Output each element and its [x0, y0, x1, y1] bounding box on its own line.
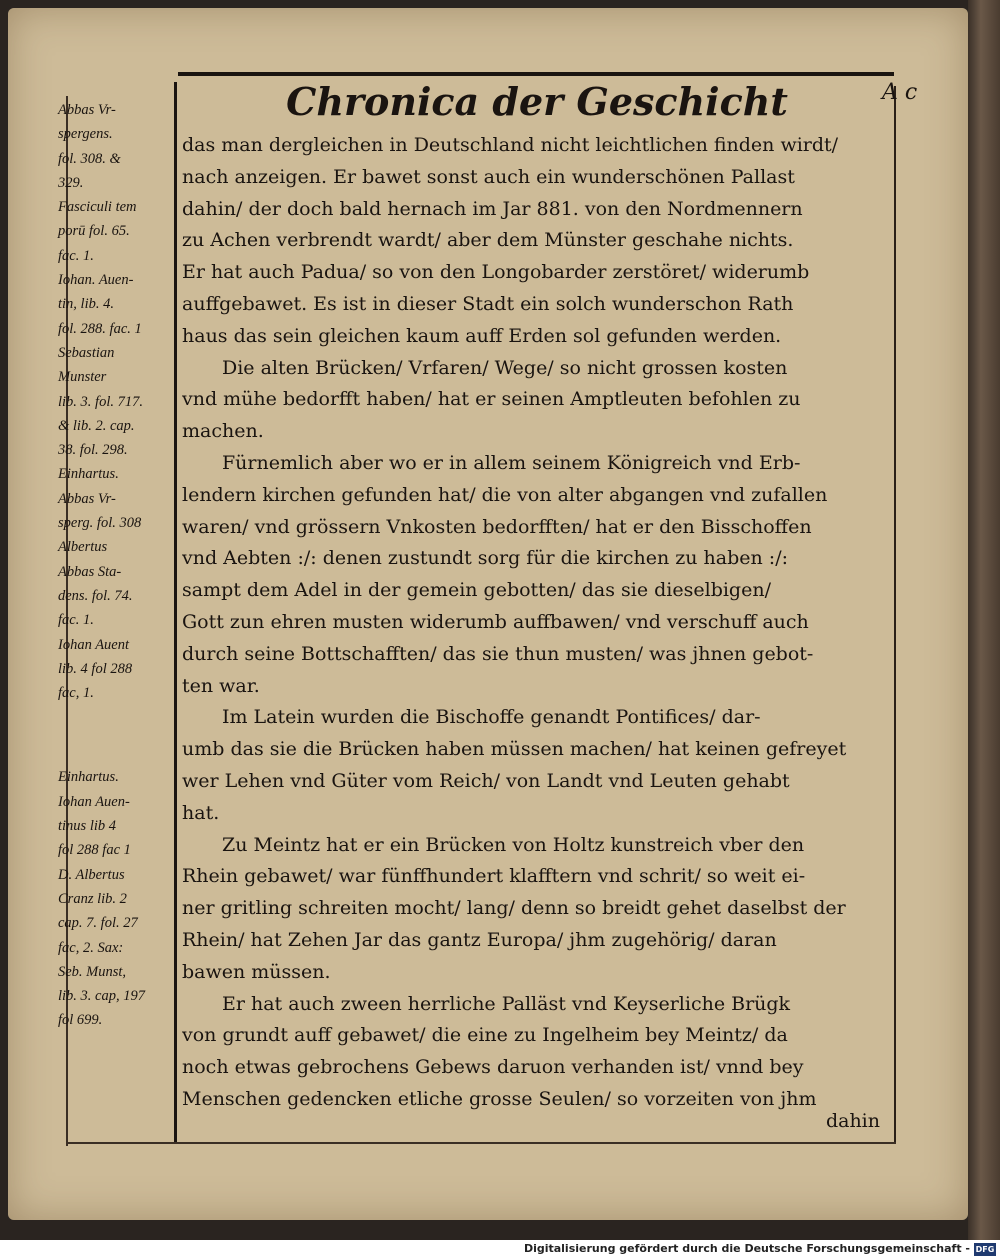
- text-line: das man dergleichen in Deutschland nicht leichtlichen finden wirdt/: [182, 134, 839, 156]
- text-line: Menschen gedencken etliche grosse Seulen/ so vorzeiten von jhm: [182, 1087, 817, 1110]
- margin-note: fac, 1.: [58, 685, 94, 702]
- margin-note: Sebastian: [58, 344, 115, 361]
- dfg-logo-icon: DFG: [975, 1245, 995, 1254]
- margin-note: fac. 1.: [58, 247, 94, 264]
- margin-gap: [58, 705, 176, 765]
- margin-note: porū fol. 65.: [58, 223, 130, 240]
- text-line: Gott zun ehren musten widerumb auffbawen/ vnd verschuff auch: [182, 610, 809, 633]
- margin-note: Abbas Vr-: [58, 490, 116, 507]
- margin-note: cap. 7. fol. 27: [58, 915, 138, 932]
- text-line: lendern kirchen gefunden hat/ die von alter abgangen vnd zufallen: [182, 483, 828, 506]
- margin-note: lib. 4 fol 288: [58, 660, 133, 677]
- text-line: hat.: [182, 801, 220, 824]
- margin-note: dens. fol. 74.: [58, 587, 133, 604]
- text-line: umb das sie die Brücken haben müssen machen/ hat keinen gefreyet: [182, 738, 847, 761]
- margin-notes: [58, 98, 176, 1033]
- text-line: von grundt auff gebawet/ die eine zu Ingelheim bey Meintz/ da: [182, 1024, 788, 1047]
- text-line: nach anzeigen. Er bawet sonst auch ein wunderschönen Pallast: [182, 165, 795, 188]
- footer-bar: [0, 1240, 1000, 1260]
- margin-note: Iohan Auent: [58, 636, 130, 653]
- text-line: durch seine Bottschafften/ das sie thun musten/ was jhnen gebot-: [182, 642, 814, 665]
- text-line: auffgebawet. Es ist in dieser Stadt ein solch wunderschon Rath: [182, 292, 794, 315]
- text-line: machen.: [182, 420, 264, 443]
- margin-note: lib. 3. cap, 197: [58, 988, 145, 1005]
- text-line: Zu Meintz hat er ein Brücken von Holtz kunstreich vber den: [222, 833, 805, 856]
- bottom-rule: [66, 1142, 896, 1144]
- text-line: wer Lehen vnd Güter vom Reich/ von Landt vnd Leuten gehabt: [182, 769, 790, 792]
- text-line: ner gritling schreiten mocht/ lang/ denn so breidt gehet daselbst der: [182, 897, 846, 920]
- text-line: noch etwas gebrochens Gebews daruon verhanden ist/ vnnd bey: [182, 1056, 804, 1079]
- margin-note: Fasciculi tem: [58, 199, 137, 216]
- margin-note: Iohan. Auen-: [58, 272, 134, 289]
- margin-note: 329.: [58, 174, 84, 191]
- margin-note: & lib. 2. cap.: [58, 417, 135, 434]
- margin-note: tin, lib. 4.: [58, 296, 114, 313]
- text-line: Im Latein wurden die Bischoffe genandt Pontifices/ dar-: [222, 706, 761, 729]
- text-line: Rhein gebawet/ war fünffhundert klafftern vnd schrit/ so weit ei-: [182, 865, 806, 888]
- text-line: Er hat auch zween herrliche Palläst vnd Keyserliche Brügk: [222, 992, 791, 1015]
- margin-note: Einhartus.: [58, 466, 119, 483]
- margin-note: 38. fol. 298.: [58, 442, 128, 459]
- text-line: vnd Aebten :/: denen zustundt sorg für die kirchen zu haben :/:: [182, 547, 789, 570]
- text-line: waren/ vnd grössern Vnkosten bedorfften/ hat er den Bisschoffen: [182, 515, 812, 538]
- text-line: vnd mühe bedorfft haben/ hat er seinen Amptleuten befohlen zu: [182, 388, 801, 411]
- margin-note: Einhartus.: [58, 769, 119, 786]
- text-line: bawen müssen.: [182, 960, 331, 983]
- text-line: dahin/ der doch bald hernach im Jar 881. von den Nordmennern: [182, 197, 803, 220]
- margin-note: Munster: [58, 369, 107, 386]
- text-line: sampt dem Adel in der gemein gebotten/ das sie dieselbigen/: [182, 579, 771, 602]
- text-line: Die alten Brücken/ Vrfaren/ Wege/ so nicht grossen kosten: [222, 356, 788, 379]
- text-line: Er hat auch Padua/ so von den Longobarder zerstöret/ widerumb: [182, 261, 810, 284]
- signature-mark: A c: [882, 80, 918, 105]
- margin-note: D. Albertus: [58, 866, 125, 883]
- margin-note: fol. 288. fac. 1: [58, 320, 142, 337]
- running-title: Chronica der Geschicht: [286, 79, 788, 124]
- text-line: ten war.: [182, 674, 260, 697]
- text-line: Fürnemlich aber wo er in allem seinem Königreich vnd Erb-: [222, 451, 801, 474]
- margin-note: fol. 308. &: [58, 150, 121, 167]
- margin-note: Cranz lib. 2: [58, 890, 127, 907]
- right-rule: [894, 86, 896, 1142]
- margin-note: Iohan Auen-: [58, 793, 130, 810]
- catchword: dahin: [825, 1110, 880, 1132]
- text-line: zu Achen verbrendt wardt/ aber dem Münster geschahe nichts.: [182, 229, 794, 252]
- page-edge: [968, 0, 1000, 1240]
- margin-note: Abbas Sta-: [58, 563, 122, 580]
- margin-note: Seb. Munst,: [58, 963, 127, 980]
- margin-note: fac. 1.: [58, 612, 94, 629]
- footer-credit: Digitalisierung gefördert durch die Deutsche Forschungsgemeinschaft -: [523, 1242, 970, 1255]
- margin-note: lib. 3. fol. 717.: [58, 393, 143, 410]
- margin-note: fol 288 fac 1: [58, 842, 131, 859]
- main-text: [182, 130, 878, 1116]
- margin-note: fac, 2. Sax:: [58, 939, 124, 956]
- margin-note: tinus lib 4: [58, 818, 117, 835]
- margin-note: Abbas Vr-: [58, 102, 116, 118]
- margin-note: Albertus: [58, 539, 108, 556]
- margin-note: fol 699.: [58, 1012, 103, 1029]
- margin-note: spergens.: [58, 126, 113, 143]
- margin-note: sperg. fol. 308: [58, 515, 142, 532]
- text-line: Rhein/ hat Zehen Jar das gantz Europa/ jhm zugehörig/ daran: [182, 928, 777, 951]
- text-line: haus das sein gleichen kaum auff Erden sol gefunden werden.: [182, 324, 782, 347]
